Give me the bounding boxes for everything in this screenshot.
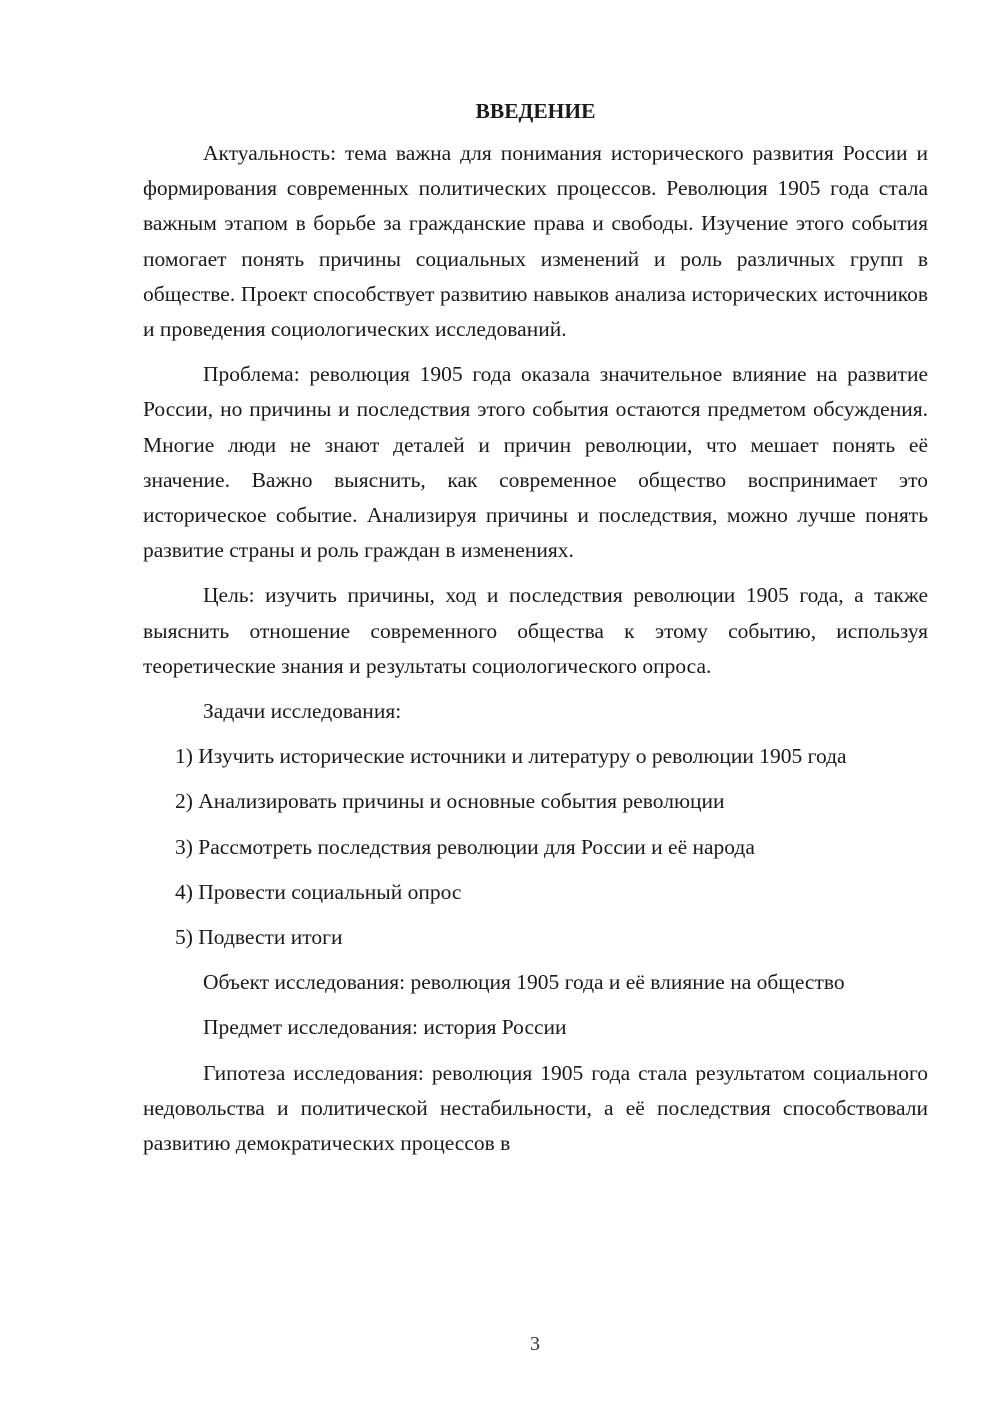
problem-paragraph: Проблема: революция 1905 года оказала значительное влияние на развитие России, но причины и последствия этого события остаются предметом обсуждения. Многие люди не знают деталей и причин революции, что мешает понять её значение. Важно выяснить, как современное общество воспринимает это историческое событие. Анализируя причины и последствия, можно лучше понять развитие страны и роль граждан в изменениях.: [143, 362, 928, 563]
page-content: [143, 96, 928, 1171]
object-paragraph: Объект исследования: революция 1905 года и её влияние на общество: [203, 970, 845, 995]
task-item: 2) Анализировать причины и основные события революции: [175, 789, 725, 814]
tasks-heading: Задачи исследования:: [203, 699, 402, 724]
task-item: 3) Рассмотреть последствия революции для России и её народа: [175, 834, 755, 859]
hypothesis-paragraph: Гипотеза исследования: революция 1905 года стала результатом социального недовольства и политической нестабильности, а её последствия способствовали развитию демократических процессов в: [143, 1060, 928, 1156]
task-item: 1) Изучить исторические источники и литературу о революции 1905 года: [175, 744, 847, 769]
relevance-paragraph: Актуальность: тема важна для понимания исторического развития России и формирования современных политических процессов. Революция 1905 года стала важным этапом в борьбе за гражданские права и свободы. Изучение этого события помогает понять причины социальных изменений и роль различных групп в обществе. Проект способствует развитию навыков анализа исторических источников и проведения социологических исследований.: [143, 141, 928, 342]
task-item: 5) Подвести итоги: [175, 925, 343, 950]
task-item: 4) Провести социальный опрос: [175, 879, 462, 904]
goal-paragraph: Цель: изучить причины, ход и последствия революции 1905 года, а также выяснить отношение современного общества к этому событию, используя теоретические знания и результаты социологического опроса.: [143, 583, 928, 678]
page-number: 3: [530, 1333, 540, 1355]
subject-paragraph: Предмет исследования: история России: [203, 1015, 567, 1040]
section-heading: ВВЕДЕНИЕ: [475, 99, 596, 123]
